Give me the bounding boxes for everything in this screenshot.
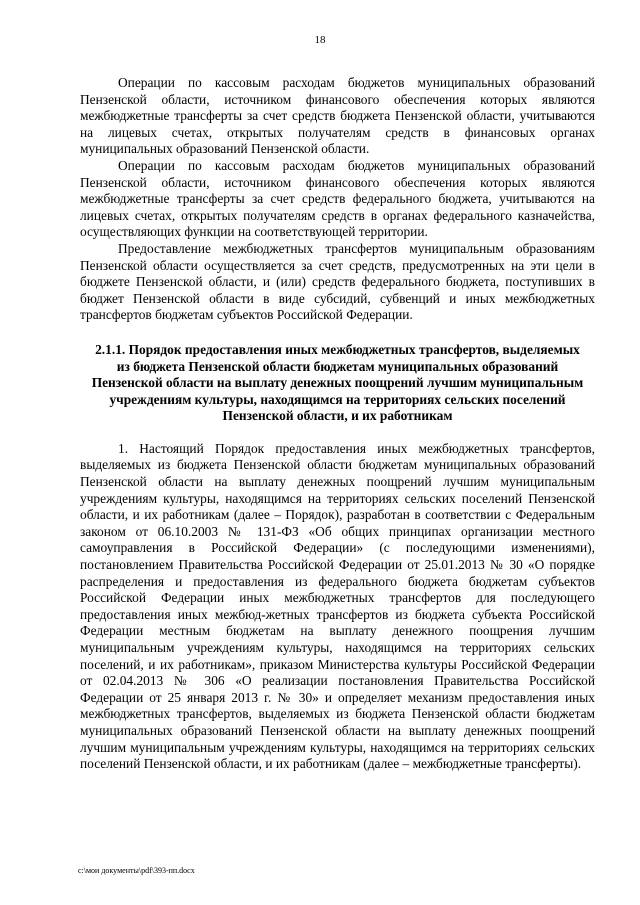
paragraph-transfer-provision: Предоставление межбюджетных трансфертов муниципальным образованиям Пензенской области осуществляется за счет средств, предусмотренных на эти цели в бюджете Пензенской области, и (или) средств федерального бюджета, поступивших в бюджет Пензенской области в виде субсидий, субвенций и иных межбюджетных трансфертов бюджетам субъектов Российской Федерации. [80,240,595,323]
paragraph-procedure-point-1: 1. Настоящий Порядок предоставления иных межбюджетных трансфертов, выделяемых из бюджета Пензенской области бюджетам муниципальных образований Пензенской области на выплату денежных поощрений лучшим муниципальным учреждениям культуры, находящимся на территориях сельских поселений Пензенской области, и их работникам (далее – Порядок), разработан в соответствии с Федеральным законом от 06.10.2003 № 131-ФЗ «Об общих принципах организации местного самоуправления в Российской Федерации» (с последующими изменениями), постановлением Правительства Российской Федерации от 25.01.2013 № 30 «О порядке распределения и предоставления из федерального бюджета бюджетам субъектов Российской Федерации иных межбюджетных трансфертов для последующего предоставления иных межбюд-жетных трансфертов из бюджета субъекта Российской Федерации местным бюджетам на выплату денежного поощрения лучшим муниципальным учреждениям культуры, находящимся на территориях сельских поселений, и их работникам», приказом Министерства культуры Российской Федерации от 02.04.2013 № 306 «О реализации постановления Правительства Российской Федерации от 25 января 2013 г. № 30» и определяет механизм предоставления иных межбюджетных трансфертов, выделяемых из бюджета Пензенской области бюджетам муниципальных образований Пензенской области на выплату денежных поощрений лучшим муниципальным учреждениям культуры, находящимся на территориях сельских поселений Пензенской области, и их работникам (далее – межбюджетные трансферты). [80,440,595,772]
document-body [80,75,595,773]
page-number: 18 [314,34,326,46]
footer-file-path: c:\мои документы\pdf\393-пп.docx [78,866,195,875]
paragraph-treasury-operations-federal: Операции по кассовым расходам бюджетов муниципальных образований Пензенской области, источником финансового обеспечения которых являются межбюджетные трансферты за счет средств федерального бюджета, учитываются на лицевых счетах, открытых получателям средств в органах федерального казначейства, осуществляющих функции на соответствующей территории. [80,157,595,240]
paragraph-treasury-operations-regional: Операции по кассовым расходам бюджетов муниципальных образований Пензенской области, источником финансового обеспечения которых являются межбюджетные трансферты за счет средств бюджета Пензенской области, учитываются на лицевых счетах, открытых получателям средств в финансовых органах муниципальных образований Пензенской области. [80,75,595,157]
section-heading: 2.1.1. Порядок предоставления иных межбюджетных трансфертов, выделяемых из бюджета Пензенской области бюджетам муниципальных образований Пензенской области на выплату денежных поощрений лучшим муниципальным учреждениям культуры, находящимся на территориях сельских поселений Пензенской области, и их работникам [91,341,584,424]
